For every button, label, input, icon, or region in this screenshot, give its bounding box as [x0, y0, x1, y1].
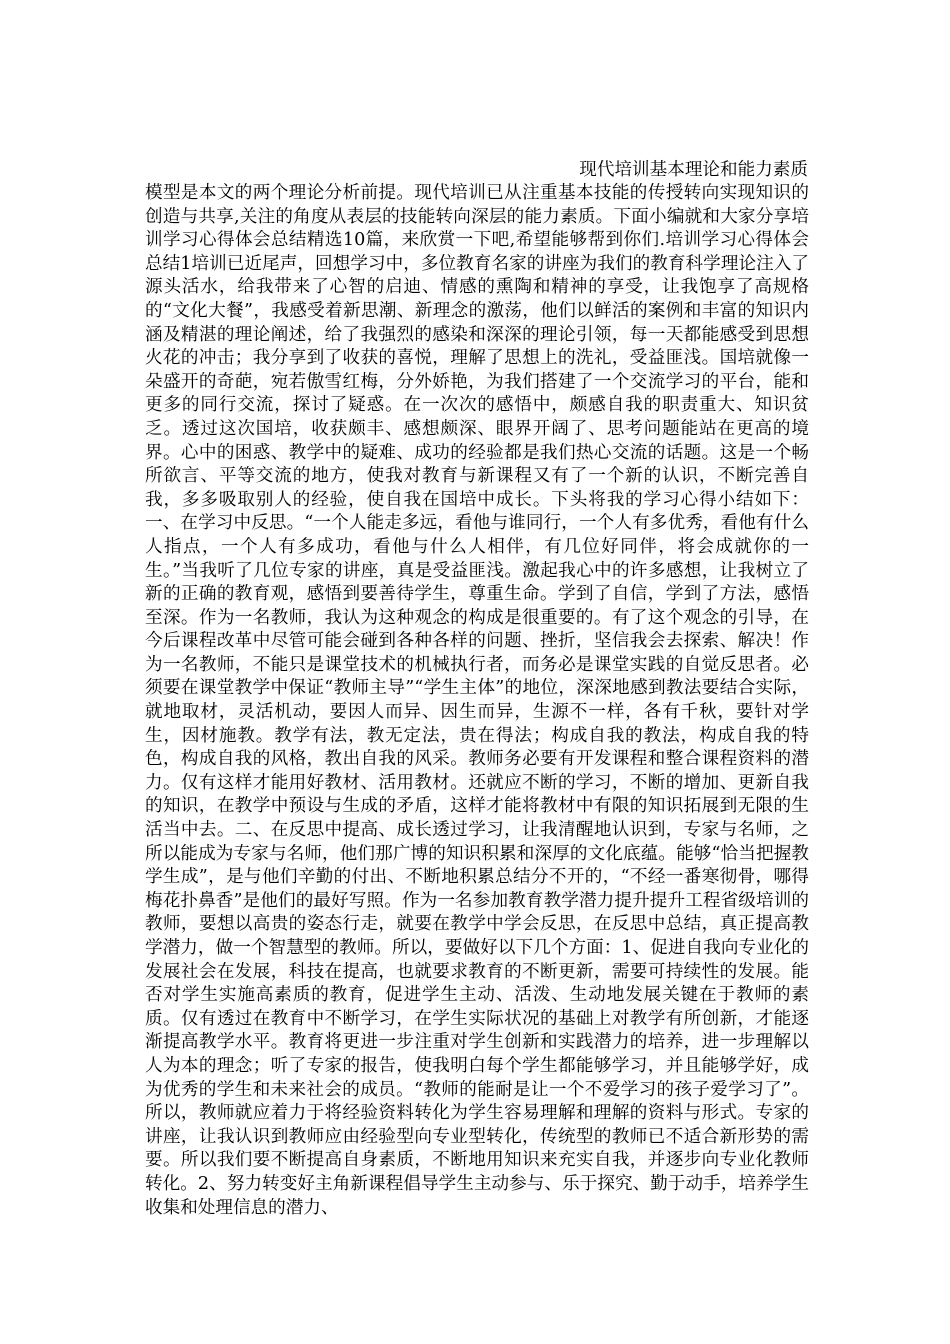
document-first-line: 现代培训基本理论和能力素质 — [579, 160, 808, 180]
document-body-text: 模型是本文的两个理论分析前提。现代培训已从注重基本技能的传授转向实现知识的创造与共享,关注的角度从表层的技能转向深层的能力素质。下面小编就和大家分享培训学习心得体会总结精选10篇，来欣赏一下吧,希望能够帮到你们.培训学习心得体会总结1培训已近尾声，回想学习中，多位教育名家的讲座为我们的教育科学理论注入了源头活水，给我带来了心智的启迪、情感的熏陶和精神的享受，让我饱享了高规格的“文化大餐”，我感受着新思潮、新理念的激荡，他们以鲜活的案例和丰富的知识内涵及精湛的理论阐述，给了我强烈的感染和深深的理论引领，每一天都能感受到思想火花的冲击；我分享到了收获的喜悦，理解了思想上的洗礼，受益匪浅。国培就像一朵盛开的奇葩，宛若傲雪红梅，分外娇艳，为我们搭建了一个交流学习的平台，能和更多的同行交流，探讨了疑惑。在一次次的感悟中，颇感自我的职责重大、知识贫乏。透过这次国培，收获颇丰、感想颇深、眼界开阔了、思考问题能站在更高的境界。心中的困惑、教学中的疑难、成功的经验都是我们热心交流的话题。这是一个畅所欲言、平等交流的地方，使我对教育与新课程又有了一个新的认识，不断完善自我，多多吸取别人的经验，使自我在国培中成长。下头将我的学习心得小结如下：一、在学习中反思。“一个人能走多远，看他与谁同行，一个人有多优秀，看他有什么人指点，一个人有多成功，看他与什么人相伴，有几位好同伴，将会成就你的一生。”当我听了几位专家的讲座，真是受益匪浅。激起我心中的许多感想，让我树立了新的正确的教育观，感悟到要善待学生，尊重生命。学到了自信，学到了方法，感悟至深。作为一名教师，我认为这种观念的构成是很重要的。有了这个观念的引导，在今后课程改革中尽管可能会碰到各种各样的问题、挫折，坚信我会去探索、解决！作为一名教师，不能只是课堂技术的机械执行者，而务必是课堂实践的自觉反思者。必须要在课堂教学中保证“教师主导”“学生主体”的地位，深深地感到教法要结合实际，就地取材，灵活机动，要因人而异、因生而异，生源不一样，各有千秋，要针对学生，因材施教。教学有法，教无定法，贵在得法；构成自我的教法，构成自我的特色，构成自我的风格，教出自我的风采。教师务必要有开发课程和整合课程资料的潜力。仅有这样才能用好教材、活用教材。还就应不断的学习，不断的增加、更新自我的知识，在教学中预设与生成的矛盾，这样才能将教材中有限的知识拓展到无限的生活当中去。二、在反思中提高、成长透过学习，让我清醒地认识到，专家与名师，之所以能成为专家与名师，他们那广博的知识积累和深厚的文化底蕴。能够“恰当把握教学生成”，是与他们辛勤的付出、不断地积累总结分不开的，“不经一番寒彻骨，哪得梅花扑鼻香”是他们的最好写照。作为一名参加教育教学潜力提升提升工程省级培训的教师，要想以高贵的姿态行走，就要在教学中学会反思，在反思中总结，真正提高教学潜力，做一个智慧型的教师。所以，要做好以下几个方面：1、促进自我向专业化的发展社会在发展，科技在提高，也就要求教育的不断更新，需要可持续性的发展。能否对学生实施高素质的教育，促进学生主动、活泼、生动地发展关键在于教师的素质。仅有透过在教育中不断学习，在学生实际状况的基础上对教学有所创新，才能逐渐提高教学水平。教育将更进一步注重对学生创新和实践潜力的培养，进一步理解以人为本的理念；听了专家的报告，使我明白每个学生都能够学习，并且能够学好，成为优秀的学生和未来社会的成员。“教师的能耐是让一个不爱学习的孩子爱学习了”。所以，教师就应着力于将经验资料转化为学生容易理解和理解的资料与形式。专家的讲座，让我认识到教师应由经验型向专业型转化，传统型的教师已不适合新形势的需要。所以我们要不断提高自身素质，不断地用知识来充实自我，并逐步向专业化教师转化。2、努力转变好主角新课程倡导学生主动参与、乐于探究、勤于动手，培养学生收集和处理信息的潜力、 — [145, 183, 809, 1218]
document-page — [145, 158, 809, 1220]
